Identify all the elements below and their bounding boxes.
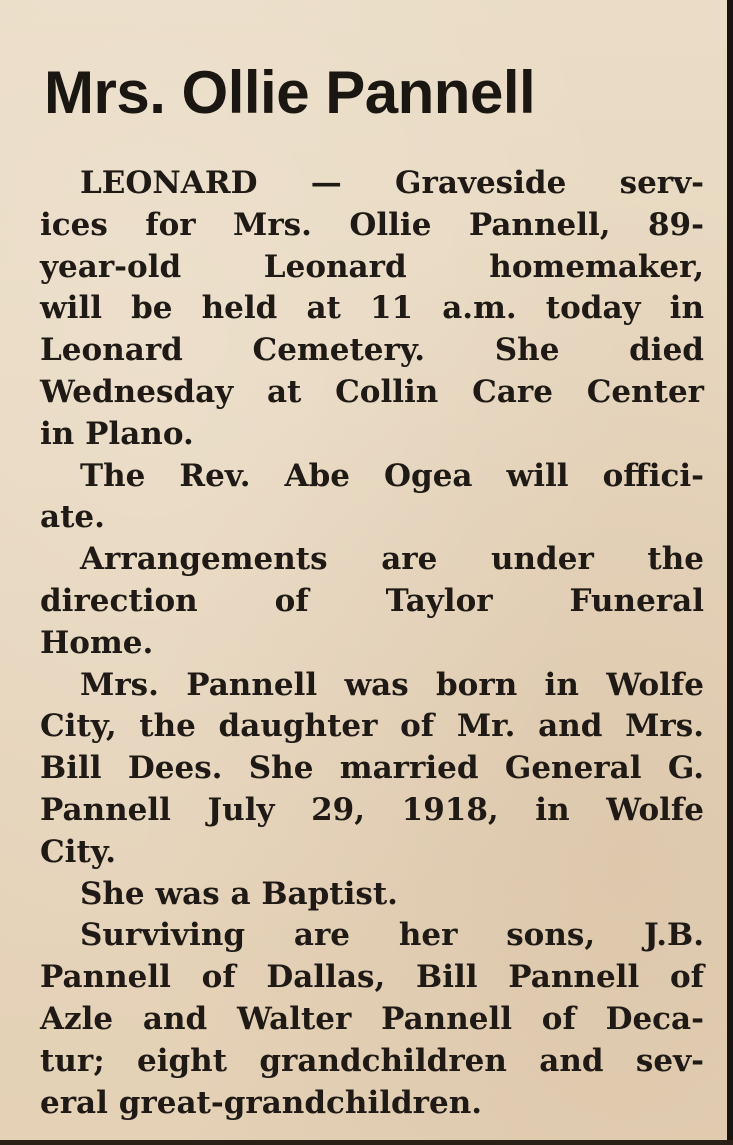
body-line: tur; eight grandchildren and sev- (40, 1042, 704, 1079)
body-line: Arrangements are under the (80, 541, 704, 578)
body-line: ate. (40, 499, 105, 536)
scan-border-bottom (0, 1140, 733, 1145)
body-line: Surviving are her sons, J.B. (80, 917, 704, 954)
body-line: Bill Dees. She married General G. (40, 750, 704, 787)
body-line: will be held at 11 a.m. today in (40, 290, 704, 327)
scan-border-right (727, 0, 733, 1145)
body-line: ices for Mrs. Ollie Pannell, 89- (40, 206, 704, 243)
body-line: year-old Leonard homemaker, (40, 248, 704, 285)
body-line: City, the daughter of Mr. and Mrs. (40, 708, 704, 745)
body-line: City. (40, 833, 117, 870)
body-line: Azle and Walter Pannell of Deca- (40, 1000, 704, 1037)
obituary-headline: Mrs. Ollie Pannell (44, 59, 536, 126)
body-line: Pannell July 29, 1918, in Wolfe (40, 791, 704, 828)
body-line: Mrs. Pannell was born in Wolfe (80, 666, 704, 703)
body-line: Leonard Cemetery. She died (40, 332, 704, 369)
body-line: Home. (40, 624, 154, 661)
obituary-body (40, 163, 704, 1124)
body-line: Pannell of Dallas, Bill Pannell of (40, 959, 704, 996)
body-line: LEONARD — Graveside serv- (80, 165, 704, 201)
body-line: Wednesday at Collin Care Center (40, 373, 704, 410)
body-line: The Rev. Abe Ogea will offici- (80, 457, 704, 494)
body-line: direction of Taylor Funeral (40, 582, 704, 619)
body-line: in Plano. (40, 415, 194, 452)
body-line: She was a Baptist. (80, 875, 398, 912)
body-line: eral great-grandchildren. (40, 1084, 483, 1121)
